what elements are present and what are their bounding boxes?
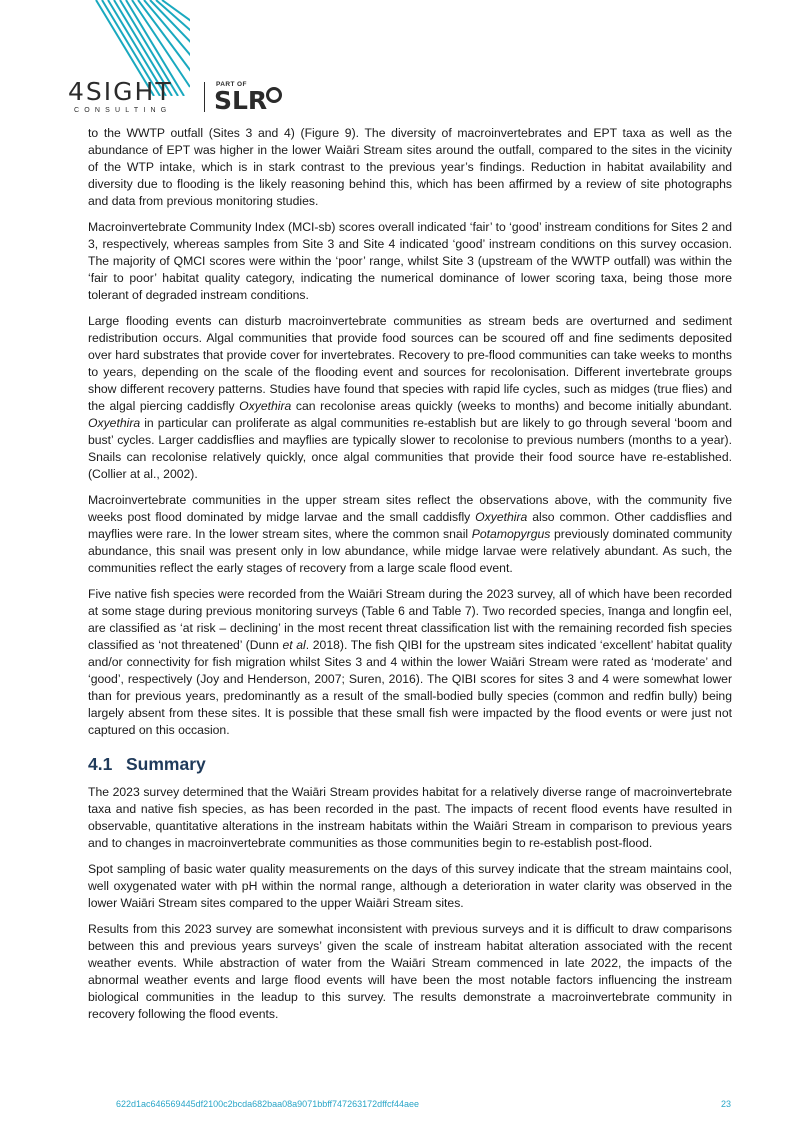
text-run: also common. Other caddisflies and mayflies were rare. In the lower stream sites, where the common snail bbox=[88, 510, 732, 541]
text-run: Spot sampling of basic water quality measurements on the days of this survey indicate that the stream maintains cool, well oxygenated water with pH within the normal range, although a deterioration in water clarity was observed in the lower Waiāri Stream sites compared to the upper Waiāri Stream sites. bbox=[88, 862, 732, 910]
text-run: Macroinvertebrate communities in the upper stream sites reflect the observations above, with the community five weeks post flood dominated by midge larvae and the small caddisfly bbox=[88, 493, 732, 524]
company-logo bbox=[68, 78, 308, 126]
italic-text: Oxyethira bbox=[88, 416, 141, 430]
stripe-line bbox=[138, 0, 190, 78]
text-run: . 2018). The fish QIBI for the upstream sites indicated ‘excellent’ habitat quality and/or connectivity for fish migration whilst Sites 3 and 4 within the lower Waiāri Stream were rated as ‘moderate’ and ‘good’, respectively (Joy and Henderson, 2007; Suren, 2016). The QIBI scores for sites 3 and 4 were somewhat lower than for previous years, predominantly as a result of the small-bodied bully species (common and redfin bully) being largely absent from these sites. It is possible that these small fish were impacted by the flood events or were just not captured on this occasion. bbox=[88, 638, 732, 737]
paragraph bbox=[88, 219, 732, 304]
italic-text: Potamopyrgus bbox=[471, 527, 551, 541]
text-run: Five native fish species were recorded from the Waiāri Stream during the 2023 survey, all of which have been recorded at some stage during previous monitoring surveys (Table 6 and Table 7). Two recorded species, īnanga and longfin eel, are classified as ‘at risk – declining’ in the most recent threat classification list with the remaining recorded fish species classified as ‘not threatened’ (Dunn bbox=[88, 587, 732, 652]
paragraph bbox=[88, 586, 732, 739]
text-run: The 2023 survey determined that the Waiāri Stream provides habitat for a relatively diverse range of macroinvertebrate taxa and native fish species, as has been recorded in the past. The impacts of recent flood events have resulted in observable, quantitative alterations in the instream habitats within the Waiāri Stream in comparison to previous years and to changes in macroinvertebrate communities as those communities begin to re-establish post-flood. bbox=[88, 785, 732, 850]
logo-tagline: CONSULTING bbox=[74, 107, 172, 114]
section-heading bbox=[88, 753, 732, 775]
paragraph bbox=[88, 784, 732, 852]
section-number: 4.1 bbox=[88, 754, 113, 774]
summary-paragraphs bbox=[88, 784, 732, 1023]
text-run: Macroinvertebrate Community Index (MCI-sb) scores overall indicated ‘fair’ to ‘good’ instream conditions for Sites 2 and 3, respectively, whereas samples from Site 3 and Site 4 indicated ‘good’ instream conditions on this survey occasion. The majority of QMCI scores were within the ‘poor’ range, whilst Site 3 (upstream of the WWTP outfall) was within the ‘fair to poor’ habitat quality category, indicating the numerical dominance of lower scoring taxa, being those more tolerant of degraded instream conditions. bbox=[88, 220, 732, 302]
text-run: Large flooding events can disturb macroinvertebrate communities as stream beds are overturned and sediment redistribution occurs. Algal communities that provide food sources can be scoured off and fine sediments deposited over hard substrates that provide cover for invertebrates. Recovery to pre-flood communities can take weeks to months to years, depending on the scale of the flooding event and sources for recolonisation. Different invertebrate groups show different recovery patterns. Studies have found that species with rapid life cycles, such as midges (true flies) and the algal piercing caddisfly bbox=[88, 314, 732, 413]
paragraph bbox=[88, 861, 732, 912]
section-title: Summary bbox=[126, 754, 206, 774]
logo-wordmark: 4SIGHT bbox=[68, 77, 173, 106]
italic-text: Oxyethira bbox=[239, 399, 292, 413]
logo-divider bbox=[204, 82, 205, 112]
text-run: previously dominated community abundance, this snail was present only in low abundance, while midge larvae were relatively abundant. As such, the communities reflect the early stages of recovery from a large scale flood event. bbox=[88, 527, 732, 575]
text-run: can recolonise areas quickly (weeks to months) and become initially abundant. bbox=[291, 399, 733, 413]
partner-prefix: PART OF bbox=[216, 81, 247, 88]
text-run: to the WWTP outfall (Sites 3 and 4) (Figure 9). The diversity of macroinvertebrates and EPT taxa as well as the abundance of EPT was higher in the lower Waiāri Stream sites around the outfall, compared to the sites in the vicinity of the WTP intake, which is in stark contrast to the previous year’s findings. Reduction in habitat availability and diversity due to flooding is the likely reasoning behind this, which has been affirmed by a review of site photographs and data from previous monitoring studies. bbox=[88, 126, 732, 208]
paragraph bbox=[88, 921, 732, 1023]
partner-logo-ring-icon bbox=[266, 87, 282, 103]
italic-text: Oxyethira bbox=[475, 510, 528, 524]
footer-document-id: 622d1ac646569445df2100c2bcda682baa08a9071bbff747263172dffcf44aee bbox=[116, 1099, 419, 1109]
italic-text: et al bbox=[282, 638, 306, 652]
body-paragraphs bbox=[88, 125, 732, 739]
paragraph bbox=[88, 125, 732, 210]
paragraph bbox=[88, 313, 732, 483]
text-run: Results from this 2023 survey are somewhat inconsistent with previous surveys and it is difficult to draw comparisons between this and previous years surveys’ given the scale of instream habitat alteration associated with the recent weather events. While abstraction of water from the Waiāri Stream commenced in late 2022, the impacts of the abnormal weather events and large flood events will have been the most notable factors influencing the instream biological communities in the leadup to this survey. The results demonstrate a macroinvertebrate community in recovery following the flood events. bbox=[88, 922, 732, 1021]
footer-page-number: 23 bbox=[721, 1099, 732, 1109]
document-body bbox=[88, 125, 732, 1032]
partner-logo: SLR bbox=[214, 86, 268, 115]
text-run: in particular can proliferate as algal communities re-establish but are likely to go through several ‘boom and bust’ cycles. Larger caddisflies and mayflies are typically slower to recolonise to previous numbers (months to a year). Snails can recolonise relatively quickly, once algal communities that provide their food source have re-established. (Collier at al., 2002). bbox=[88, 416, 732, 481]
paragraph bbox=[88, 492, 732, 577]
